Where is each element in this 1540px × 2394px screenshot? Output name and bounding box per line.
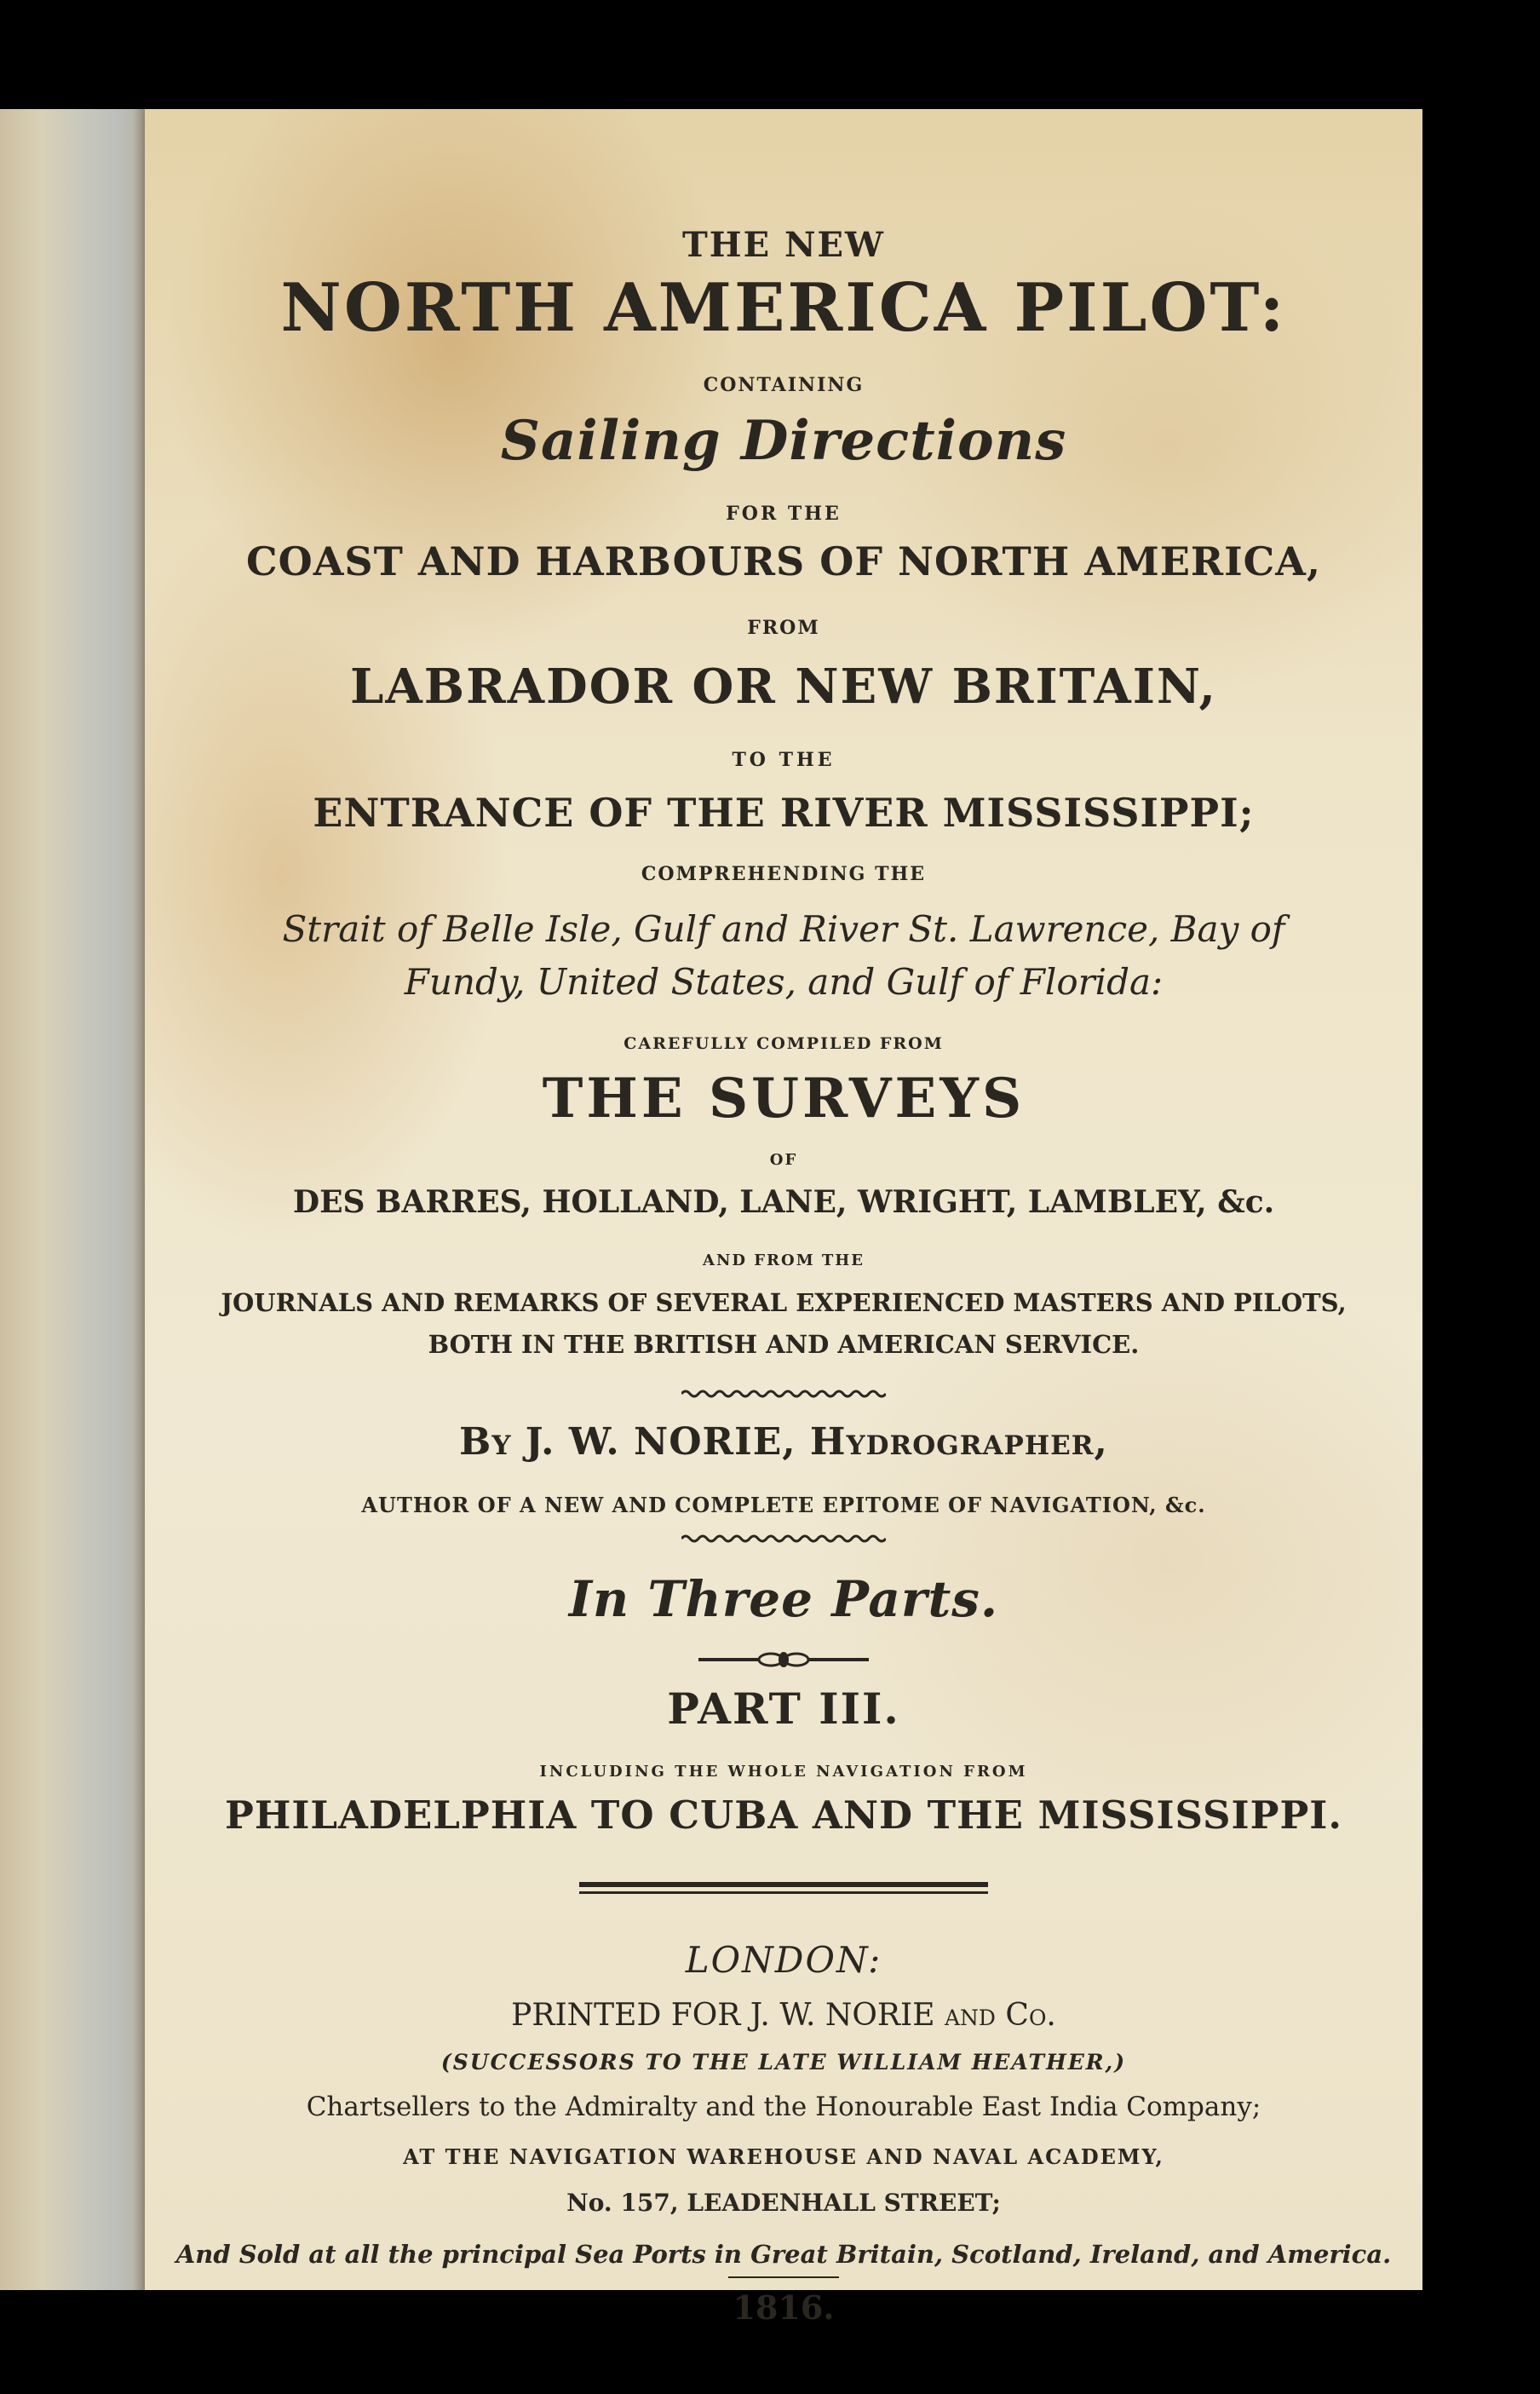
- imprint-chartsellers: Chartsellers to the Admiralty and the Honourable East India Company;: [306, 2092, 1261, 2122]
- book-spine: [0, 109, 145, 2290]
- strait-line-2: Fundy, United States, and Gulf of Florida:: [404, 961, 1164, 1003]
- title-page: [145, 109, 1422, 2327]
- wavy-rule-top: [145, 1387, 1422, 1401]
- imprint-successors: (SUCCESSORS TO THE LATE WILLIAM HEATHER,): [440, 2050, 1127, 2075]
- scroll-ornament: [145, 1649, 1422, 1670]
- short-rule: [145, 2275, 1422, 2280]
- strait-line-1: Strait of Belle Isle, Gulf and River St. Lawrence, Bay of: [282, 908, 1285, 950]
- containing: CONTAINING: [703, 374, 865, 396]
- author-of: AUTHOR OF A NEW AND COMPLETE EPITOME OF NAVIGATION, &c.: [361, 1493, 1206, 1517]
- double-rule: [145, 1879, 1422, 1898]
- main-title: NORTH AMERICA PILOT:: [280, 269, 1287, 347]
- imprint-year: 1816.: [733, 2288, 835, 2327]
- to-the: TO THE: [732, 749, 836, 771]
- and-from-the: AND FROM THE: [702, 1252, 865, 1269]
- coast-line: COAST AND HARBOURS OF NORTH AMERICA,: [246, 538, 1321, 584]
- carefully-compiled: CAREFULLY COMPILED FROM: [623, 1034, 944, 1053]
- journals: JOURNALS AND REMARKS OF SEVERAL EXPERIENCED MASTERS AND PILOTS,: [221, 1288, 1347, 1317]
- surveys: THE SURVEYS: [542, 1067, 1026, 1131]
- of: OF: [769, 1151, 798, 1169]
- surveyors: DES BARRES, HOLLAND, LANE, WRIGHT, LAMBLEY, &c.: [292, 1184, 1275, 1220]
- from: FROM: [747, 617, 820, 639]
- both-services: BOTH IN THE BRITISH AND AMERICAN SERVICE.: [428, 1330, 1140, 1359]
- imprint-printed-for: PRINTED FOR J. W. NORIE and Co.: [511, 1998, 1056, 2033]
- labrador: LABRADOR OR NEW BRITAIN,: [349, 659, 1218, 715]
- imprint-warehouse: AT THE NAVIGATION WAREHOUSE AND NAVAL ACADEMY,: [403, 2144, 1164, 2169]
- in-three-parts: In Three Parts.: [568, 1570, 999, 1628]
- by-author: By J. W. NORIE, Hydrographer,: [459, 1420, 1108, 1464]
- entrance: ENTRANCE OF THE RIVER MISSISSIPPI;: [313, 790, 1255, 836]
- imprint-sold: And Sold at all the principal Sea Ports in Great Britain, Scotland, Ireland, and America.: [175, 2240, 1392, 2269]
- wavy-rule-bottom: [145, 1532, 1422, 1545]
- imprint-london: LONDON:: [685, 1939, 882, 1981]
- imprint-address: No. 157, LEADENHALL STREET;: [566, 2189, 1001, 2217]
- for-the: FOR THE: [726, 503, 842, 525]
- philadelphia-line: PHILADELPHIA TO CUBA AND THE MISSISSIPPI.: [224, 1793, 1342, 1838]
- the-new: THE NEW: [682, 225, 885, 265]
- sailing-directions: Sailing Directions: [500, 409, 1067, 473]
- comprehending: COMPREHENDING THE: [641, 863, 927, 885]
- part-number: PART III.: [667, 1683, 900, 1734]
- including: INCLUDING THE WHOLE NAVIGATION FROM: [539, 1763, 1028, 1781]
